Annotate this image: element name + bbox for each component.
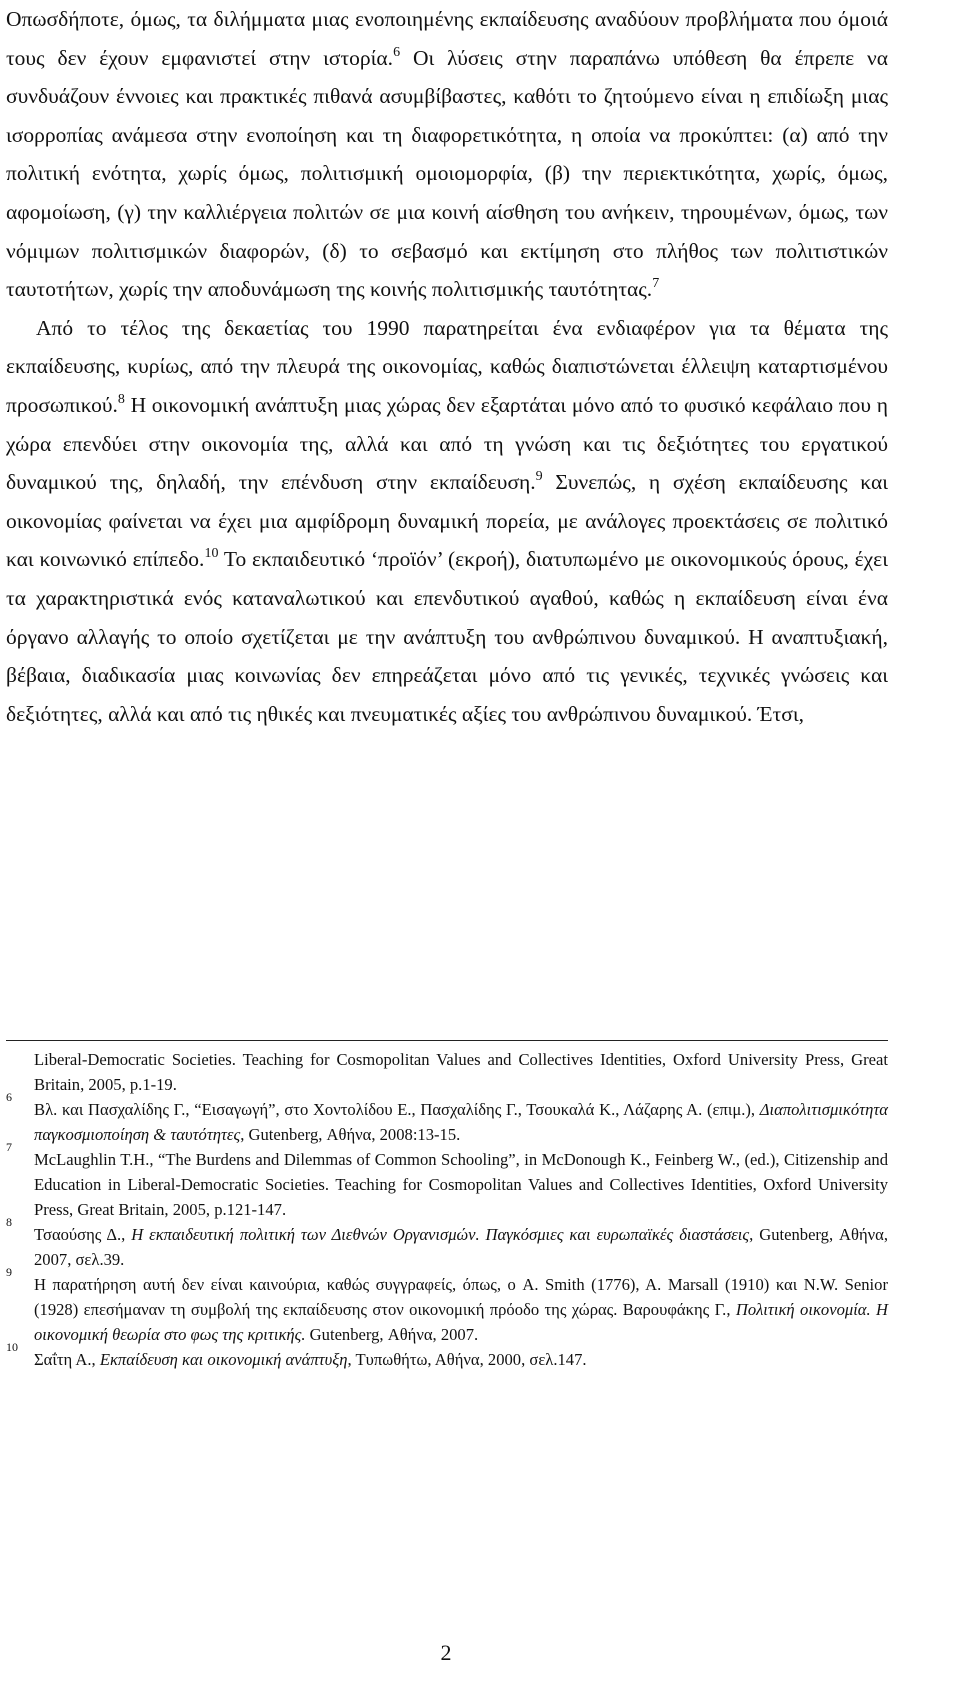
- footnote-number: 7: [6, 1140, 12, 1154]
- text-run: Το εκπαιδευτικό ‘προϊόν’ (εκροή), διατυπωμένο με οικονομικούς όρους, έχει τα χαρακτηριστικά ενός καταναλωτικού και επενδυτικού αγαθού, καθώς η εκπαίδευση είναι ένα όργανο αλλαγής το οποίο σχετίζεται με την ανάπτυξη του ανθρώπινου δυναμικού. Η αναπτυξιακή, βέβαια, διαδικασία μιας κοινωνίας δεν επηρεάζεται μόνο από τις γενικές, τεχνικές γνώσεις και δεξιότητες, αλλά και από τις ηθικές και πνευματικές αξίες του ανθρώπινου δυναμικού. Έτσι,: [6, 547, 888, 726]
- text-run: McLaughlin T.H., “The Burdens and Dilemmas of Common Schooling”, in McDonough K., Feinberg W., (ed.), Citizenship and Education in Liberal-Democratic Societies. Teaching for Cosmopolitan Values and Collectives Identities, Oxford University Press, Great Britain, 2005, p.121-147.: [34, 1150, 888, 1219]
- text-run: , Gutenberg, Αθήνα, 2007, σελ.39.: [34, 1225, 888, 1269]
- footnote-number: 9: [6, 1265, 12, 1279]
- text-run: Από το τέλος της δεκαετίας του 1990 παρατηρείται ένα ενδιαφέρον για τα θέματα της εκπαίδευσης, κυρίως, από την πλευρά της οικονομίας, καθώς διαπιστώνεται έλλειψη καταρτισμένου προσωπικού.: [6, 315, 888, 417]
- footnote: [6, 1340, 888, 1372]
- italic-title: Εκπαίδευση και οικονομική ανάπτυξη: [99, 1350, 348, 1369]
- page-number: 2: [440, 1640, 452, 1665]
- italic-title: Διαπολιτισμικότητα παγκοσμιοποίηση & ταυτότητες: [34, 1100, 888, 1144]
- text-run: Συνεπώς, η σχέση εκπαίδευσης και οικονομίας φαίνεται να έχει μια αμφίδρομη δυναμική πορεία, με ανάλογες προεκτάσεις σε πολιτικό και κοινωνικό επίπεδο.: [6, 470, 888, 572]
- footnote-reference: 9: [535, 469, 543, 485]
- footnote: [6, 1090, 888, 1147]
- footnote: [6, 1215, 888, 1272]
- text-run: , Gutenberg, Αθήνα, 2008:13-15.: [240, 1125, 461, 1144]
- text-run: Τσαούσης Δ.,: [34, 1225, 132, 1244]
- footnote-reference: 6: [393, 44, 401, 60]
- footnote: [6, 1140, 888, 1222]
- main-body-text: [6, 0, 888, 733]
- text-run: Σαΐτη Α.,: [34, 1350, 100, 1369]
- footnote-number: 8: [6, 1215, 12, 1229]
- text-run: Gutenberg, Αθήνα, 2007.: [305, 1325, 479, 1344]
- text-run: Οι λύσεις στην παραπάνω υπόθεση θα έπρεπε να συνδυάζουν έννοιες και πρακτικές πιθανά ασυμβίβαστες, καθότι το ζητούμενο είναι η επιδίωξη μιας ισορροπίας ανάμεσα στην ενοποίηση και τη διαφορετικότητα, η οποία να προκύπτει: (α) από την πολιτική ενότητα, χωρίς όμως, πολιτισμική ομοιομορφία, (β) την περιεκτικότητα, χωρίς, όμως, αφομοίωση, (γ) την καλλιέργεια πολιτών σε μια κοινή αίσθηση του ανήκειν, τηρουμένων, όμως, των νόμιμων πολιτισμικών διαφορών, (δ) το σεβασμό και εκτίμηση στο πλήθος των πολιτιστικών ταυτοτήτων, χωρίς την αποδυνάμωση της κοινής πολιτισμικής ταυτότητας.: [6, 45, 888, 302]
- body-paragraph: [6, 0, 888, 309]
- body-paragraph: [6, 309, 888, 734]
- text-run: Οπωσδήποτε, όμως, τα διλήμματα μιας ενοποιημένης εκπαίδευσης αναδύουν προβλήματα που όμοιά τους δεν έχουν εμφανιστεί στην ιστορία.: [6, 7, 888, 70]
- footnote: [6, 1047, 888, 1097]
- footnote-reference: 8: [117, 391, 125, 407]
- footnote: [6, 1265, 889, 1347]
- footnote-number: 6: [6, 1090, 12, 1104]
- footnote-reference: 7: [652, 276, 660, 292]
- italic-title: Η εκπαιδευτική πολιτική των Διεθνών Οργανισμών. Παγκόσμιες και ευρωπαϊκές διαστάσεις: [131, 1225, 750, 1244]
- italic-title: Πολιτική οικονομία. Η οικονομική θεωρία στο φως της κριτικής.: [34, 1300, 889, 1344]
- text-run: Βλ. και Πασχαλίδης Γ., “Εισαγωγή”, στο Χοντολίδου Ε., Πασχαλίδης Γ., Τσουκαλά Κ., Λάζαρης Α. (επιμ.),: [34, 1100, 760, 1119]
- text-run: Η οικονομική ανάπτυξη μιας χώρας δεν εξαρτάται μόνο από το φυσικό κεφάλαιο που η χώρα επενδύει στην οικονομία της, αλλά και από τη γνώση και τις δεξιότητες του εργατικού δυναμικού της, δηλαδή, την επένδυση στην εκπαίδευση.: [6, 392, 888, 495]
- footnote-number: 10: [6, 1340, 18, 1354]
- text-run: Liberal-Democratic Societies. Teaching for Cosmopolitan Values and Collectives Identities, Oxford University Press, Great Britain, 2005, p.1-19.: [34, 1050, 888, 1094]
- footnote-separator: [6, 1040, 888, 1041]
- text-run: Η παρατήρηση αυτή δεν είναι καινούρια, καθώς συγγραφείς, όπως, ο A. Smith (1776), A. Marsall (1910) και N.W. Senior (1928) επεσήμαναν τη συμβολή της εκπαίδευσης στον οικονομική πρόοδο της χώρας. Βαρουφάκης Γ.,: [34, 1275, 888, 1319]
- footnotes-section: [6, 1047, 888, 1372]
- footnote-reference: 10: [204, 546, 219, 562]
- text-run: , Τυπωθήτω, Αθήνα, 2000, σελ.147.: [347, 1350, 587, 1369]
